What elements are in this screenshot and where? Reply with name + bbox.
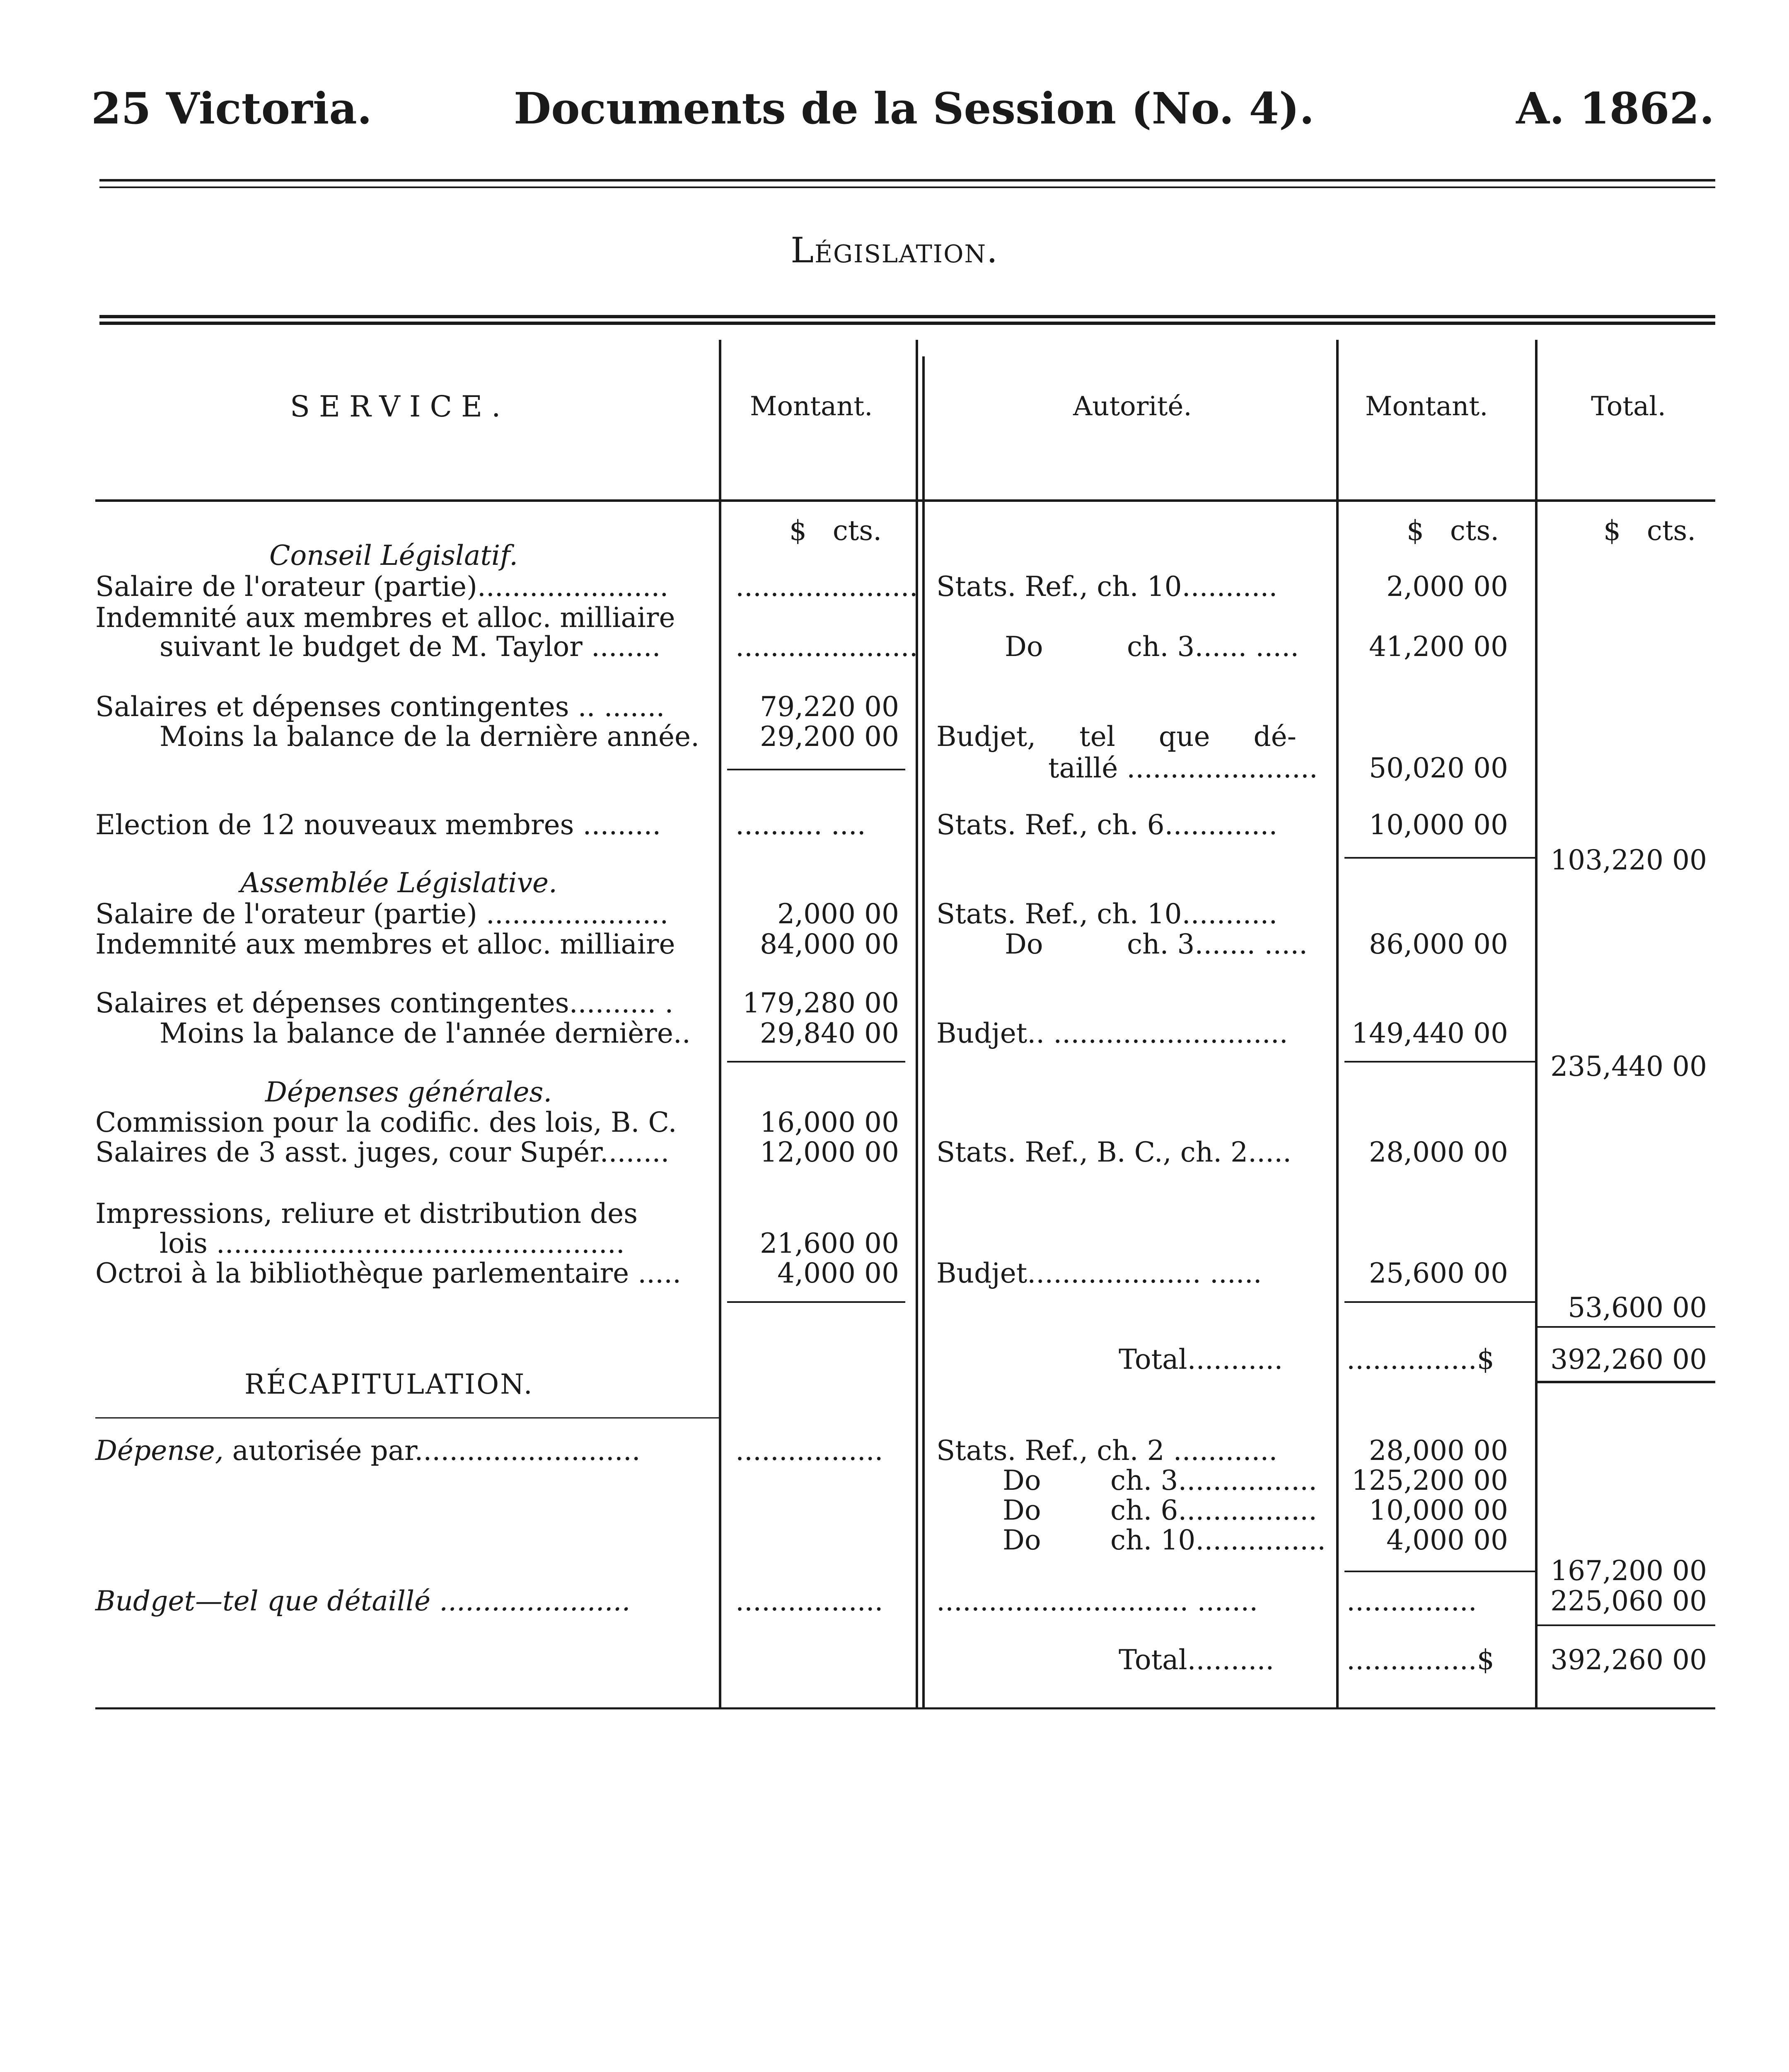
- units-montant-2: $ cts.: [1407, 515, 1499, 547]
- table-top-rule-2: [99, 322, 1715, 325]
- recap-depense-rest: autorisée par..........................: [223, 1435, 641, 1467]
- conseil-row-4-autorite-b: taillé ......................: [1048, 752, 1318, 784]
- conseil-row-1-m2: 2,000 00: [1386, 571, 1508, 603]
- assemblee-row-1-autorite: Stats. Ref., ch. 10...........: [936, 898, 1278, 930]
- conseil-row-5-service: Election de 12 nouveaux membres .........: [95, 809, 661, 841]
- recap-budget-m2: ...............: [1347, 1585, 1477, 1617]
- conseil-row-4-m1: 29,200 00: [760, 721, 899, 753]
- recap-autorite-4-do: Do: [1003, 1524, 1041, 1556]
- depenses-row-3-service-a: Impressions, reliure et distribution des: [95, 1198, 638, 1230]
- assemblee-row-4-service: Moins la balance de l'année dernière..: [160, 1017, 691, 1049]
- total-1-underline: [1537, 1381, 1715, 1383]
- recap-autorite-4: ch. 10...............: [1110, 1524, 1326, 1556]
- conseil-rule-m2: [1344, 857, 1535, 859]
- recap-heading: RÉCAPITULATION.: [244, 1368, 534, 1400]
- depenses-subtotal: 53,600 00: [1568, 1292, 1707, 1324]
- conseil-row-4-autorite-a: Budjet, tel que dé-: [936, 721, 1297, 753]
- depenses-rule-m1: [727, 1301, 905, 1303]
- col-header-autorite: Autorité.: [1073, 391, 1192, 422]
- depenses-row-4-service: Octroi à la bibliothèque parlementaire .....: [95, 1257, 682, 1289]
- conseil-row-1-m1: .....................: [735, 571, 918, 603]
- depenses-row-4-m2: 25,600 00: [1369, 1257, 1508, 1289]
- conseil-row-2-m1: .....................: [735, 631, 918, 663]
- col-divider-2b: [922, 356, 925, 1707]
- conseil-row-2-m2: 41,200 00: [1369, 631, 1508, 663]
- total-2-dots: ...............$: [1347, 1644, 1494, 1676]
- conseil-row-3-service: Salaires et dépenses contingentes .. .......: [95, 691, 665, 723]
- total-2-label: Total..........: [1119, 1644, 1274, 1676]
- conseil-row-5-m1: .......... ....: [735, 809, 866, 841]
- header-rule-top: [99, 179, 1715, 182]
- conseil-subtotal-rule-m1: [727, 769, 905, 770]
- recap-budget-autorite: ............................. .......: [936, 1585, 1258, 1617]
- assemblee-row-3-m1: 179,280 00: [742, 987, 899, 1019]
- conseil-row-2-service-b: suivant le budget de M. Taylor ........: [160, 631, 661, 663]
- units-total: $ cts.: [1603, 515, 1696, 547]
- total-rule-above: [1537, 1326, 1715, 1328]
- assemblee-row-3-service: Salaires et dépenses contingentes.......... .: [95, 987, 674, 1019]
- col-header-montant-1: Montant.: [750, 391, 873, 422]
- recap-rule: [95, 1417, 719, 1418]
- assemblee-row-2-autorite: ch. 3....... .....: [1127, 928, 1308, 960]
- total-2-value: 392,260 00: [1550, 1644, 1707, 1676]
- assemblee-rule-m2: [1344, 1061, 1535, 1063]
- recap-budget-total: 225,060 00: [1550, 1585, 1707, 1617]
- col-divider-3: [1336, 340, 1339, 1707]
- conseil-row-2-service-a: Indemnité aux membres et alloc. milliaire: [95, 602, 675, 634]
- assemblee-row-1-m1: 2,000 00: [777, 898, 899, 930]
- depenses-row-2-autorite: Stats. Ref., B. C., ch. 2.....: [936, 1136, 1292, 1168]
- total-1-label: Total...........: [1119, 1343, 1283, 1375]
- recap-autorite-2-do: Do: [1003, 1464, 1041, 1496]
- assemblee-row-2-m2: 86,000 00: [1369, 928, 1508, 960]
- header-rule-bottom: [99, 186, 1715, 188]
- group-heading-assemblee: Assemblée Législative.: [240, 867, 558, 899]
- conseil-row-1-service: Salaire de l'orateur (partie)......................: [95, 571, 669, 603]
- conseil-row-2-autorite: ch. 3...... .....: [1127, 631, 1299, 663]
- assemblee-rule-m1: [727, 1061, 905, 1063]
- conseil-row-5-m2: 10,000 00: [1369, 809, 1508, 841]
- conseil-row-3-m1: 79,220 00: [760, 691, 899, 723]
- col-divider-4: [1535, 340, 1538, 1707]
- assemblee-row-2-autorite-do: Do: [1005, 928, 1043, 960]
- assemblee-row-4-autorite: Budjet.. ...........................: [936, 1017, 1288, 1049]
- recap-autorite-2: ch. 3................: [1110, 1464, 1318, 1496]
- assemblee-row-1-service: Salaire de l'orateur (partie) .....................: [95, 898, 669, 930]
- depenses-row-4-m1: 4,000 00: [777, 1257, 899, 1289]
- units-montant-1: $ cts.: [789, 515, 882, 547]
- header-title: Documents de la Session (No. 4).: [514, 83, 1315, 134]
- header-row-rule: [95, 499, 1715, 502]
- col-header-montant-2: Montant.: [1365, 391, 1488, 422]
- recap-total-rule: [1537, 1624, 1715, 1626]
- table-bottom-rule: [95, 1707, 1715, 1709]
- recap-rule-m2: [1344, 1571, 1535, 1572]
- col-header-service: SERVICE.: [290, 390, 510, 424]
- col-divider-2: [916, 340, 918, 1707]
- conseil-row-5-autorite: Stats. Ref., ch. 6.............: [936, 809, 1278, 841]
- recap-autorite-3: ch. 6................: [1110, 1494, 1318, 1526]
- header-left: 25 Victoria.: [91, 83, 372, 134]
- recap-budget-label: Budget—tel que détaillé ......................: [95, 1585, 631, 1617]
- recap-m2-1: 28,000 00: [1369, 1435, 1508, 1467]
- depenses-row-2-m2: 28,000 00: [1369, 1136, 1508, 1168]
- conseil-row-1-autorite: Stats. Ref., ch. 10...........: [936, 571, 1278, 603]
- recap-autorite-3-do: Do: [1003, 1494, 1041, 1526]
- col-divider-1: [719, 340, 721, 1707]
- group-heading-conseil: Conseil Législatif.: [269, 540, 518, 571]
- conseil-subtotal: 103,220 00: [1550, 844, 1707, 876]
- assemblee-subtotal: 235,440 00: [1550, 1051, 1707, 1082]
- conseil-row-4-m2: 50,020 00: [1369, 752, 1508, 784]
- recap-autorite-1: Stats. Ref., ch. 2 ............: [936, 1435, 1278, 1467]
- conseil-row-2-autorite-do: Do: [1005, 631, 1043, 663]
- depenses-row-3-service-b: lois ...............................................: [160, 1227, 625, 1259]
- depenses-rule-m2: [1344, 1301, 1535, 1303]
- recap-depense-m1: .................: [735, 1435, 883, 1467]
- recap-stats-total: 167,200 00: [1550, 1555, 1707, 1587]
- total-1-value: 392,260 00: [1550, 1343, 1707, 1375]
- conseil-row-4-service: Moins la balance de la dernière année.: [160, 721, 700, 753]
- depenses-row-2-m1: 12,000 00: [760, 1136, 899, 1168]
- depenses-row-1-m1: 16,000 00: [760, 1106, 899, 1138]
- col-header-total: Total.: [1591, 391, 1666, 422]
- group-heading-depenses: Dépenses générales.: [265, 1076, 552, 1108]
- assemblee-row-4-m2: 149,440 00: [1351, 1017, 1508, 1049]
- total-1-dots: ...............$: [1347, 1343, 1494, 1375]
- recap-m2-4: 4,000 00: [1386, 1524, 1508, 1556]
- depenses-row-2-service: Salaires de 3 asst. juges, cour Supér........: [95, 1136, 670, 1168]
- recap-depense-label: [95, 1436, 641, 1466]
- assemblee-row-2-m1: 84,000 00: [760, 928, 899, 960]
- table-top-rule: [99, 315, 1715, 318]
- depenses-row-4-autorite: Budjet.................... ......: [936, 1257, 1262, 1289]
- assemblee-row-4-m1: 29,840 00: [760, 1017, 899, 1049]
- depenses-row-3-m1: 21,600 00: [760, 1227, 899, 1259]
- recap-m2-2: 125,200 00: [1351, 1464, 1508, 1496]
- recap-depense-italic: Dépense,: [95, 1435, 224, 1467]
- depenses-row-1-service: Commission pour la codific. des lois, B. C.: [95, 1106, 677, 1138]
- assemblee-row-2-service: Indemnité aux membres et alloc. milliaire: [95, 928, 675, 960]
- header-right: A. 1862.: [1516, 83, 1714, 134]
- section-title: Législation.: [791, 230, 998, 271]
- recap-budget-m1: .................: [735, 1585, 883, 1617]
- recap-m2-3: 10,000 00: [1369, 1494, 1508, 1526]
